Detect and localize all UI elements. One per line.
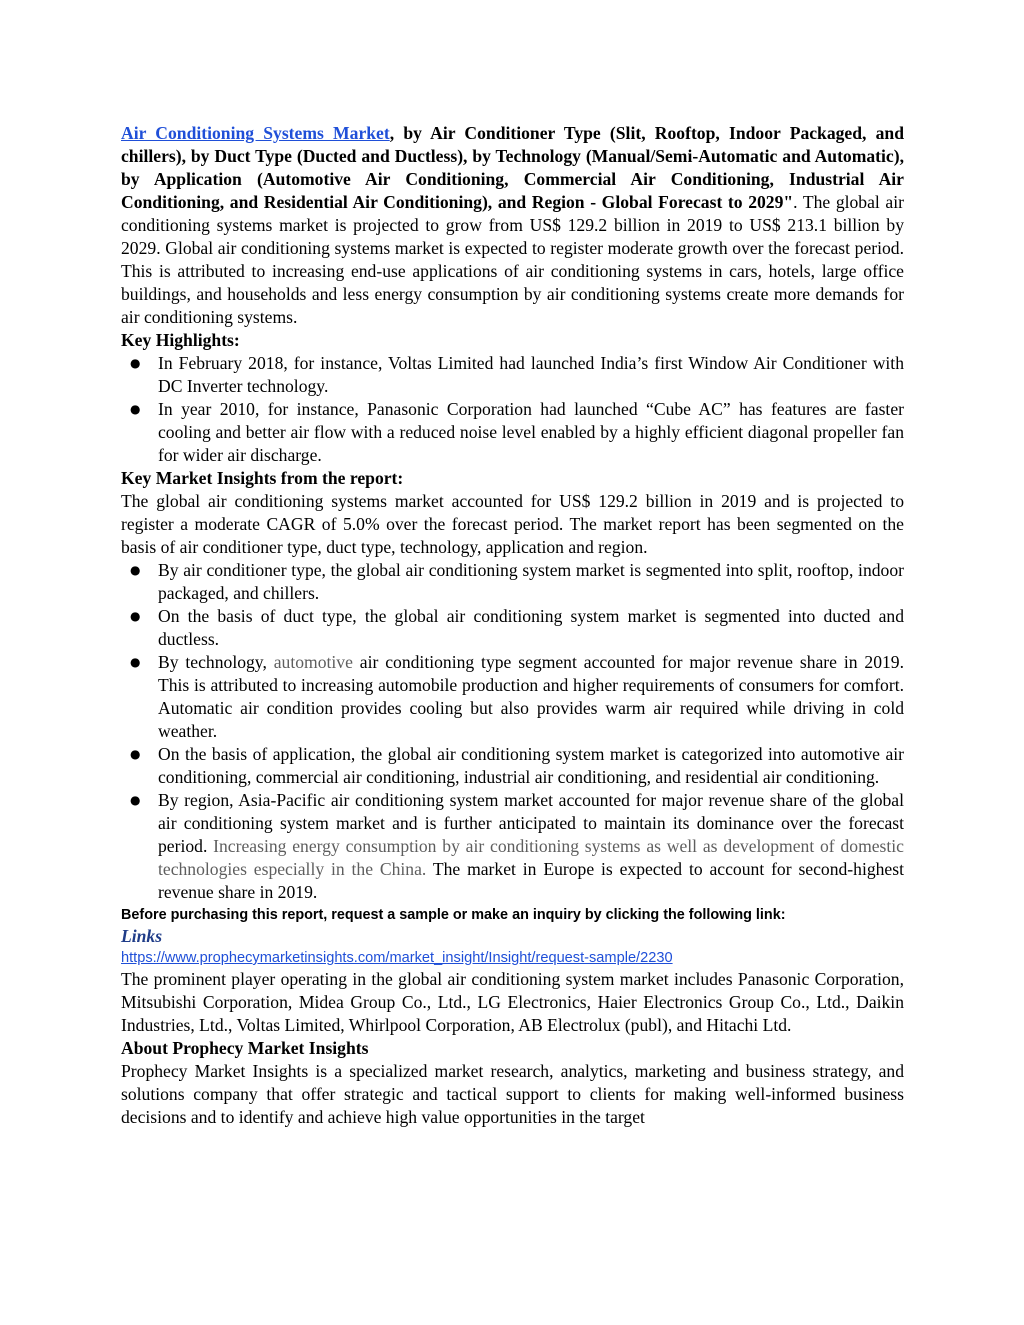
list-item: ● By region, Asia-Pacific air conditioning system market accounted for major revenue share of the global air conditioning system market and is further anticipated to maintain its dominance over the forecast period. Increasing energy consumption by air conditioning systems as well as development of domestic technologies especially in the China. The market in Europe is expected to account for second-highest revenue share in 2019. [130,790,904,902]
document-page [121,122,904,1129]
insights-heading: Key Market Insights from the report: [121,468,404,488]
about-paragraph: Prophecy Market Insights is a specialized market research, analytics, marketing and business strategy, and solutions company that offer strategic and tactical support to clients for making well-informed business decisions and to identify and achieve high value opportunities in the target [121,1061,904,1127]
list-item: ● By air conditioner type, the global air conditioning system market is segmented into split, rooftop, indoor packaged, and chillers. [130,560,904,603]
insights-list [121,559,904,904]
list-item: ● In year 2010, for instance, Panasonic Corporation had launched “Cube AC” has features are faster cooling and better air flow with a reduced noise level enabled by a highly efficient diagonal propeller fan for wider air discharge. [130,399,904,465]
bullet-icon: ● [130,655,141,669]
bullet-icon: ● [130,563,141,577]
about-heading: About Prophecy Market Insights [121,1038,369,1058]
list-item: ● In February 2018, for instance, Voltas Limited had launched India’s first Window Air Conditioner with DC Inverter technology. [130,353,904,396]
bullet-icon: ● [130,609,141,623]
report-title-link[interactable]: Air Conditioning Systems Market [121,123,390,143]
intro-paragraph [121,122,904,329]
purchase-note: Before purchasing this report, request a sample or make an inquiry by clicking the following link: [121,907,786,923]
sample-request-link[interactable]: https://www.prophecymarketinsights.com/market_insight/Insight/request-sample/2230 [121,950,673,966]
grey-text: Increasing energy consumption by air conditioning systems as well as development of domestic technologies especially in the China. [158,836,904,879]
key-highlights-heading: Key Highlights: [121,330,240,350]
players-paragraph: The prominent player operating in the global air conditioning system market includes Panasonic Corporation, Mitsubishi Corporation, Midea Group Co., Ltd., LG Electronics, Haier Electronics Group Co., Ltd., Daikin Industries, Ltd., Voltas Limited, Whirlpool Corporation, AB Electrolux (publ), and Hitachi Ltd. [121,969,904,1035]
bullet-icon: ● [130,793,141,807]
links-label: Links [121,926,163,946]
grey-text: automotive [273,652,353,672]
report-title: , by Air Conditioner Type (Slit, Rooftop, Indoor Packaged, and chillers), by Duct Type (Ducted and Ductless), by Technology (Manual/Semi-Automatic and Automatic), by Application (Automotive Air Conditioning, Commercial Air Conditioning, Industrial Air Conditioning, and Residential Air Conditioning), and Region - Global Forecast to 2029" [121,123,904,212]
key-highlights-list [121,352,904,467]
bullet-icon: ● [130,402,141,416]
list-item: ● By technology, automotive air conditioning type segment accounted for major revenue share in 2019. This is attributed to increasing automobile production and higher requirements of consumers for comfort. Automatic air condition provides cooling but also provides warm air required while driving in cold weather. [130,652,905,741]
list-item: ● On the basis of application, the global air conditioning system market is categorized into automotive air conditioning, commercial air conditioning, industrial air conditioning, and residential air conditioning. [130,744,904,787]
insights-paragraph: The global air conditioning systems market accounted for US$ 129.2 billion in 2019 and is projected to register a moderate CAGR of 5.0% over the forecast period. The market report has been segmented on the basis of air conditioner type, duct type, technology, application and region. [121,491,904,557]
intro-body: . The global air conditioning systems market is projected to grow from US$ 129.2 billion in 2019 to US$ 213.1 billion by 2029. Global air conditioning systems market is expected to register moderate growth over the forecast period. This is attributed to increasing end-use applications of air conditioning systems in cars, hotels, large office buildings, and households and less energy consumption by air conditioning systems create more demands for air conditioning systems. [121,192,904,327]
list-item: ● On the basis of duct type, the global air conditioning system market is segmented into ducted and ductless. [130,606,904,649]
bullet-icon: ● [130,356,141,370]
bullet-icon: ● [130,747,141,761]
